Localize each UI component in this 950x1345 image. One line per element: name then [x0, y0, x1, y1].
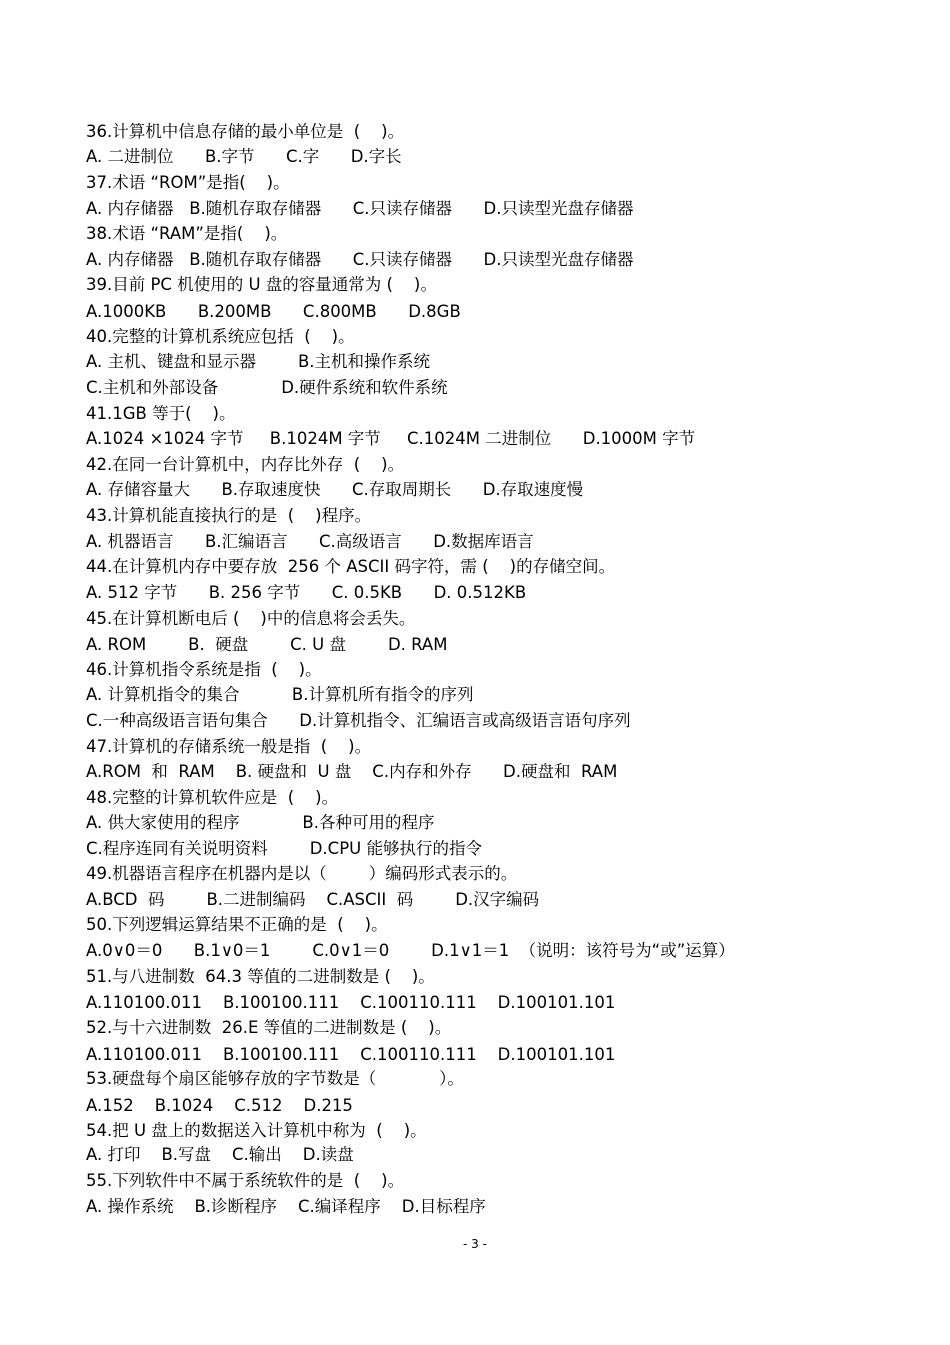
options-52: A.110100.011 B.100100.111 C.100110.111 D.100101.101	[86, 1045, 616, 1064]
options-49: A.BCD 码 B.二进制编码 C.ASCII 码 D.汉字编码	[86, 890, 540, 909]
options-38: A. 内存储器 B.随机存取存储器 C.只读存储器 D.只读型光盘存储器	[86, 250, 634, 269]
options-48-row1: A. 供大家使用的程序 B.各种可用的程序	[86, 813, 435, 832]
question-40: 40.完整的计算机系统应包括 ( )。	[86, 327, 355, 346]
options-36: A. 二进制位 B.字节 C.字 D.字长	[86, 147, 402, 166]
question-54: 54.把 U 盘上的数据送入计算机中称为 ( )。	[86, 1121, 427, 1140]
options-43: A. 机器语言 B.汇编语言 C.高级语言 D.数据库语言	[86, 532, 534, 551]
question-37: 37.术语 “ROM”是指( )。	[86, 173, 290, 192]
question-48: 48.完整的计算机软件应是 ( )。	[86, 788, 339, 807]
question-47: 47.计算机的存储系统一般是指 ( )。	[86, 737, 372, 756]
question-41: 41.1GB 等于( )。	[86, 404, 236, 423]
options-37: A. 内存储器 B.随机存取存储器 C.只读存储器 D.只读型光盘存储器	[86, 199, 634, 218]
options-40-row2: C.主机和外部设备 D.硬件系统和软件系统	[86, 378, 448, 397]
options-39: A.1000KB B.200MB C.800MB D.8GB	[86, 302, 461, 321]
question-43: 43.计算机能直接执行的是 ( )程序。	[86, 506, 372, 525]
question-45: 45.在计算机断电后 ( )中的信息将会丢失。	[86, 609, 416, 628]
question-44: 44.在计算机内存中要存放 256 个 ASCII 码字符，需 ( )的存储空间。	[86, 557, 616, 576]
options-53: A.152 B.1024 C.512 D.215	[86, 1096, 353, 1115]
options-46-row2: C.一种高级语言语句集合 D.计算机指令、汇编语言或高级语言语句序列	[86, 711, 631, 730]
options-47: A.ROM 和 RAM B. 硬盘和 U 盘 C.内存和外存 D.硬盘和 RAM	[86, 762, 618, 781]
options-54: A. 打印 B.写盘 C.输出 D.读盘	[86, 1145, 354, 1164]
options-55: A. 操作系统 B.诊断程序 C.编译程序 D.目标程序	[86, 1197, 486, 1216]
options-46-row1: A. 计算机指令的集合 B.计算机所有指令的序列	[86, 685, 474, 704]
question-42: 42.在同一台计算机中，内存比外存 ( )。	[86, 455, 405, 474]
options-51: A.110100.011 B.100100.111 C.100110.111 D.100101.101	[86, 993, 616, 1012]
options-50: A.0∨0＝0 B.1∨0＝1 C.0∨1＝0 D.1∨1＝1 （说明：该符号为“或”运算）	[86, 941, 735, 960]
question-53: 53.硬盘每个扇区能够存放的字节数是（ ）。	[86, 1069, 464, 1088]
question-50: 50.下列逻辑运算结果不正确的是 ( )。	[86, 915, 388, 934]
options-48-row2: C.程序连同有关说明资料 D.CPU 能够执行的指令	[86, 839, 482, 858]
options-40-row1: A. 主机、键盘和显示器 B.主机和操作系统	[86, 352, 431, 371]
question-51: 51.与八进制数 64.3 等值的二进制数是 ( )。	[86, 967, 435, 986]
page-number: - 3 -	[463, 1237, 487, 1251]
question-49: 49.机器语言程序在机器内是以（ ）编码形式表示的。	[86, 864, 518, 883]
options-41: A.1024 ×1024 字节 B.1024M 字节 C.1024M 二进制位 D.1000M 字节	[86, 429, 696, 448]
options-44: A. 512 字节 B. 256 字节 C. 0.5KB D. 0.512KB	[86, 583, 527, 602]
question-38: 38.术语 “RAM”是指( )。	[86, 224, 288, 243]
question-55: 55.下列软件中不属于系统软件的是 ( )。	[86, 1171, 405, 1190]
options-45: A. ROM B. 硬盘 C. U 盘 D. RAM	[86, 635, 448, 654]
question-39: 39.目前 PC 机使用的 U 盘的容量通常为 ( )。	[86, 275, 437, 294]
options-42: A. 存储容量大 B.存取速度快 C.存取周期长 D.存取速度慢	[86, 480, 584, 499]
question-36: 36.计算机中信息存储的最小单位是 ( )。	[86, 122, 405, 141]
question-46: 46.计算机指令系统是指 ( )。	[86, 660, 322, 679]
question-52: 52.与十六进制数 26.E 等值的二进制数是 ( )。	[86, 1018, 452, 1037]
